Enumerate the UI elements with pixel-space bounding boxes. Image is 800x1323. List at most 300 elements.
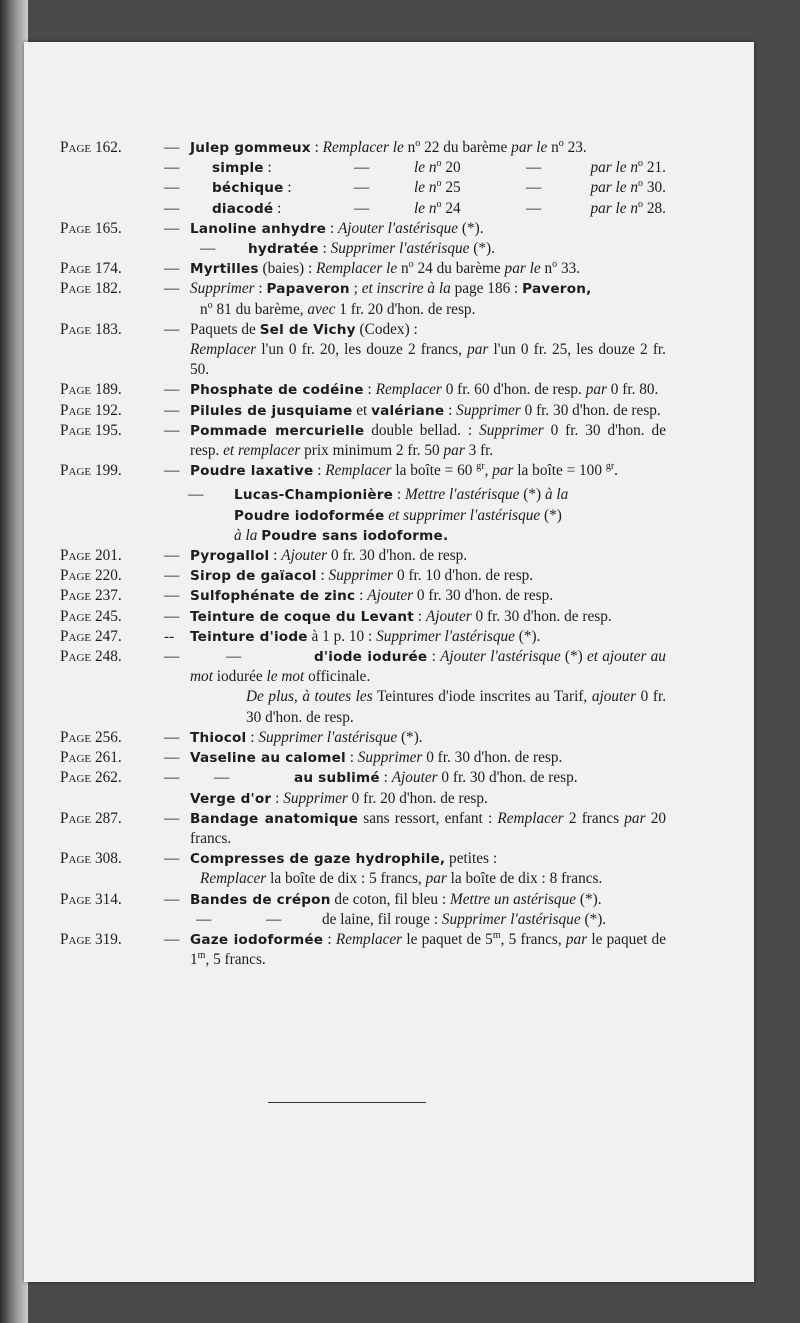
text: 0 fr. 30 d'hon. de resp. — [437, 769, 578, 787]
text: n — [403, 139, 416, 156]
separator: : — [271, 789, 284, 807]
text: 0 fr. 10 d'hon. de resp. — [393, 567, 534, 585]
superscript: o — [207, 299, 213, 311]
entry-body — [190, 627, 666, 647]
entry-body — [190, 748, 666, 768]
product-name: Paveron, — [522, 281, 592, 298]
text: 0 fr. 30 d'hon. de resp. — [520, 401, 661, 419]
old-value — [414, 158, 526, 178]
text: . — [614, 462, 618, 480]
text: la boîte = 100 — [513, 462, 606, 480]
dash: — — [164, 320, 180, 338]
product-name: Compresses de gaze hydrophile, — [190, 851, 446, 868]
separator: : — [269, 547, 282, 565]
text: prix minimum 2 fr. 50 — [300, 442, 444, 460]
separator: : — [355, 587, 368, 605]
product-name: Myrtilles — [190, 261, 259, 278]
text: et — [352, 401, 372, 419]
dash: — — [164, 607, 180, 625]
entry-page-287 — [60, 809, 666, 849]
text: l'un 0 fr. 25, les douze 2 fr. 50. — [190, 341, 666, 379]
instruction: le n — [414, 199, 437, 217]
instruction: et remplacer — [223, 442, 301, 460]
entry-body — [190, 259, 666, 279]
text: sans ressort, enfant : — [358, 809, 498, 827]
separator: : — [263, 159, 272, 177]
instruction: Supprimer l'astérisque — [376, 627, 515, 645]
page-ref: Page 189. — [60, 381, 122, 399]
new-value — [578, 178, 666, 198]
text: (*). — [469, 240, 495, 258]
separator: : — [318, 240, 331, 258]
text: , 5 francs. — [205, 951, 266, 969]
instruction: Remplacer le — [322, 139, 404, 156]
entry-body — [164, 687, 666, 727]
entry-body — [190, 768, 666, 788]
page-ref: Page 195. — [60, 421, 122, 439]
product-name: valériane — [371, 402, 445, 419]
entry-page-183 — [60, 320, 666, 381]
page-ref: Page 247. — [60, 627, 122, 645]
dash: — — [164, 769, 180, 787]
instruction: Remplacer — [375, 381, 442, 399]
entry-page-174 — [60, 259, 666, 279]
instruction: par — [565, 930, 588, 948]
text: page 186 : — [450, 280, 523, 298]
text: 20 — [441, 159, 461, 177]
dash: — — [164, 567, 180, 585]
page-ref-blank — [60, 178, 164, 198]
dash: — — [196, 910, 212, 928]
separator: : — [363, 381, 376, 399]
dash: — — [164, 547, 180, 565]
page-ref-blank — [60, 239, 164, 259]
separator: : — [413, 607, 426, 625]
text: iodurée — [212, 668, 267, 686]
instruction: par — [425, 870, 447, 888]
instruction: par le — [511, 139, 548, 156]
instruction: Ajouter l'astérisque — [337, 219, 459, 237]
text: Paquets de — [190, 320, 260, 338]
entry-page-319 — [60, 930, 666, 970]
text: 25 — [441, 179, 461, 197]
text: 0 fr. 60 d'hon. de resp. — [441, 381, 586, 399]
text: , 5 francs, — [500, 930, 566, 948]
instruction: par — [585, 381, 607, 399]
instruction: Ajouter — [391, 769, 438, 787]
entry-page-262 — [60, 768, 666, 788]
entry-page-201 — [60, 546, 666, 566]
separator: : — [310, 139, 323, 156]
product-name: Sirop de gaïacol — [190, 568, 317, 585]
text: , — [484, 462, 493, 480]
superscript: o — [436, 158, 442, 170]
entry-page-192 — [60, 401, 666, 421]
dash: — — [164, 159, 180, 177]
text: 0 fr. 30 d'hon. de resp. — [190, 421, 666, 460]
instruction: Mettre l'astérisque — [405, 486, 520, 504]
instruction: Remplacer — [335, 930, 403, 948]
text: (*). — [397, 728, 423, 746]
product-name: Sel de Vichy — [259, 321, 356, 338]
entry-body — [190, 647, 666, 687]
text: le paquet de 5 — [402, 930, 493, 948]
instruction: Ajouter — [281, 547, 328, 565]
dash: — — [188, 486, 204, 504]
entry-body — [190, 546, 666, 566]
product-cell — [212, 178, 354, 198]
text: (baies) : — [258, 260, 317, 278]
superscript: o — [638, 158, 644, 170]
product-name: Lucas-Championière — [234, 487, 394, 504]
instruction: avec — [307, 300, 336, 318]
dash: — — [164, 648, 180, 666]
text: 0 fr. 30 d'hon. de resp. — [327, 547, 468, 565]
entry-body — [190, 728, 666, 748]
page-ref-blank — [60, 485, 164, 546]
entry-body — [190, 421, 666, 461]
entry-body — [190, 461, 666, 481]
superscript: gr — [605, 461, 615, 473]
product-name: Teinture de coque du Levant — [190, 608, 414, 625]
instruction: par le — [504, 260, 541, 278]
entry-page-256 — [60, 728, 666, 748]
product-name: Poudre laxative — [190, 463, 314, 480]
page-ref-blank — [60, 687, 164, 727]
text: (*) — [519, 486, 545, 504]
product-name: Bandes de crépon — [190, 891, 331, 908]
dash: — — [354, 199, 370, 217]
page-ref: Page 256. — [60, 728, 122, 746]
entry-body — [164, 239, 666, 259]
text: 21. — [643, 159, 666, 177]
superscript: m — [492, 929, 501, 941]
instruction: Remplacer — [497, 809, 564, 827]
instruction: Supprimer — [283, 789, 348, 807]
entry-page-314 — [60, 890, 666, 910]
entry-162-simple — [60, 158, 666, 178]
text: 0 fr. 30 d'hon. de resp. — [422, 749, 563, 767]
text: (*). — [576, 890, 602, 908]
instruction: et ajouter au mot — [190, 648, 666, 686]
product-name: Pommade mercurielle — [190, 422, 365, 439]
separator: : — [273, 199, 282, 217]
text: (Codex) : — [355, 320, 418, 338]
product-name: Poudre sans iodoforme. — [261, 527, 449, 544]
page-ref: Page 220. — [60, 567, 122, 585]
entry-body — [164, 485, 666, 546]
dash: — — [164, 260, 180, 278]
dash: — — [164, 809, 180, 827]
text: 20 francs. — [190, 809, 666, 847]
dash: — — [214, 769, 230, 787]
text: 0 fr. 30 d'hon. de resp. — [413, 587, 554, 605]
product-name: Thiocol — [190, 729, 247, 746]
product-name: Sulfophénate de zinc — [190, 588, 356, 605]
superscript: m — [197, 950, 206, 962]
instruction: par le n — [590, 199, 639, 217]
text: 24 — [441, 199, 461, 217]
product-name: Vaseline au calomel — [190, 750, 346, 767]
dash: — — [526, 159, 542, 177]
product-name: Julep gommeux — [190, 140, 311, 156]
entry-page-237 — [60, 586, 666, 606]
superscript: gr — [476, 461, 485, 473]
text: 2 francs — [563, 809, 625, 827]
entry-page-182 — [60, 279, 666, 319]
superscript: o — [436, 198, 442, 210]
entry-page-308 — [60, 849, 666, 889]
text: la boîte de dix : 5 francs, — [266, 870, 426, 888]
product-cell — [212, 199, 354, 219]
instruction: Remplacer — [200, 870, 267, 888]
dash: — — [164, 199, 180, 217]
dash: — — [164, 179, 180, 197]
page-ref: Page 182. — [60, 280, 122, 298]
entry-page-199 — [60, 461, 666, 481]
entry-body — [164, 178, 666, 198]
text: n — [397, 260, 409, 278]
product-name: diacodé — [212, 200, 274, 217]
text: 33. — [557, 260, 581, 278]
entry-162-bechique — [60, 178, 666, 198]
entry-body — [190, 279, 666, 319]
tariff-corrections — [60, 138, 666, 970]
text: 30. — [643, 179, 666, 197]
instruction: Supprimer — [456, 401, 521, 419]
entry-body — [190, 380, 666, 400]
dash: — — [526, 179, 542, 197]
text: (*). — [514, 627, 541, 645]
instruction: par le n — [590, 179, 639, 197]
page-ref: Page 262. — [60, 769, 122, 787]
text: n — [547, 139, 559, 156]
instruction: Mettre un astérisque — [449, 890, 577, 908]
text: ; — [349, 280, 362, 298]
separator: : — [379, 769, 392, 787]
instruction: De plus, à toutes les — [246, 688, 373, 706]
dash: — — [164, 401, 180, 419]
text: 81 du barème, — [212, 300, 308, 318]
instruction: Ajouter — [367, 587, 414, 605]
entry-body — [164, 199, 666, 219]
entry-body — [190, 566, 666, 586]
text: (*) — [560, 648, 587, 666]
text: double bellad. : — [364, 421, 480, 439]
separator: : — [316, 567, 329, 585]
new-value — [578, 158, 666, 178]
superscript: o — [436, 178, 442, 190]
dash: — — [164, 728, 180, 746]
text: petites : — [445, 850, 498, 868]
product-name: simple — [212, 160, 264, 177]
page-ref: Page 162. — [60, 139, 122, 156]
product-cell — [212, 158, 354, 178]
entry-body — [190, 849, 666, 889]
text: (*). — [580, 910, 607, 928]
page-ref-blank — [60, 158, 164, 178]
entry-body — [190, 401, 666, 421]
instruction: par — [467, 341, 489, 359]
product-name: Pyrogallol — [190, 548, 270, 565]
text: l'un 0 fr. 20, les douze 2 francs, — [256, 341, 468, 359]
entry-165-hydratee — [60, 239, 666, 259]
entry-199-lucas — [60, 485, 666, 546]
product-name: Pilules de jusquiame — [190, 402, 353, 419]
text: (*). — [458, 219, 484, 237]
page-ref: Page 261. — [60, 749, 122, 767]
instruction: Supprimer l'astérisque — [258, 728, 398, 746]
instruction: Remplacer le — [316, 260, 398, 278]
page-ref: Page 201. — [60, 547, 122, 565]
page-ref: Page 174. — [60, 260, 122, 278]
entry-body — [190, 138, 666, 158]
page-ref: Page 314. — [60, 890, 122, 908]
entry-body — [190, 607, 666, 627]
text: le paquet de 1 — [190, 930, 666, 969]
separator: : — [393, 486, 406, 504]
entry-page-165 — [60, 219, 666, 239]
separator: : — [246, 728, 259, 746]
dash: — — [164, 890, 180, 908]
page-ref-blank — [60, 199, 164, 219]
old-value — [414, 178, 526, 198]
text: 0 fr. 30 d'hon. de resp. — [246, 688, 667, 726]
dash: — — [164, 139, 180, 156]
page-ref: Page 308. — [60, 850, 122, 868]
instruction: à la — [234, 526, 258, 544]
product-name: d'iode iodurée — [314, 649, 428, 666]
instruction: par — [492, 462, 514, 480]
entry-314-laine — [60, 910, 666, 930]
instruction: Remplacer — [325, 462, 392, 480]
instruction: le mot — [266, 668, 305, 686]
entry-body — [190, 930, 666, 970]
page-ref: Page 183. — [60, 320, 122, 338]
dash: — — [200, 240, 216, 258]
dash: -- — [164, 627, 175, 645]
closing-rule — [268, 1102, 426, 1103]
entry-page-247 — [60, 627, 666, 647]
entry-body — [190, 809, 666, 849]
page-ref: Page 319. — [60, 930, 122, 948]
dash: — — [526, 199, 542, 217]
page-ref: Page 245. — [60, 607, 122, 625]
text: Teintures d'iode inscrites au Tarif, — [372, 688, 592, 706]
separator: : — [427, 648, 441, 666]
dash: — — [164, 219, 180, 237]
text: officinale. — [304, 668, 371, 686]
product-name: hydratée — [248, 241, 319, 258]
product-name: Lanoline anhydre — [190, 220, 327, 237]
old-value — [414, 199, 526, 219]
instruction: par — [443, 442, 465, 460]
text: n — [540, 260, 553, 278]
page-ref-blank — [60, 910, 164, 930]
text: la boîte = 60 — [391, 462, 477, 480]
superscript: o — [408, 259, 414, 271]
product-name: Poudre iodoformée — [234, 507, 385, 524]
separator: : — [444, 401, 457, 419]
instruction: Supprimer — [328, 567, 394, 585]
separator: : — [345, 749, 358, 767]
instruction: Ajouter l'astérisque — [440, 648, 561, 666]
product-name: Gaze iodoformée — [190, 931, 324, 948]
page-ref: Page 165. — [60, 219, 122, 237]
book-page — [24, 42, 754, 1282]
instruction: Supprimer l'astérisque — [441, 910, 581, 928]
text: 0 fr. 30 d'hon. de resp. — [471, 607, 612, 625]
product-name: Phosphate de codéine — [190, 382, 364, 399]
entry-262-verge-dor — [60, 789, 666, 809]
separator: : — [323, 930, 336, 948]
instruction: le n — [414, 179, 437, 197]
entry-body — [190, 586, 666, 606]
entry-body — [190, 890, 666, 910]
text: à 1 p. 10 : — [307, 627, 377, 645]
text: la boîte de dix : 8 francs. — [446, 870, 603, 888]
entry-page-189 — [60, 380, 666, 400]
separator: : — [326, 219, 338, 237]
text: 28. — [643, 199, 666, 217]
dash: — — [164, 381, 180, 399]
instruction: et inscrire à la — [361, 280, 451, 298]
instruction: Remplacer — [190, 341, 257, 359]
dash-blank — [164, 789, 190, 809]
dash: — — [164, 587, 180, 605]
superscript: o — [638, 198, 644, 210]
dash: — — [164, 850, 180, 868]
text: n — [200, 300, 208, 318]
entry-page-261 — [60, 748, 666, 768]
entry-body — [190, 320, 666, 381]
page-ref: Page 192. — [60, 401, 122, 419]
text: 3 fr. — [464, 442, 494, 460]
instruction: et supprimer l'astérisque — [384, 506, 541, 524]
product-name: béchique — [212, 180, 284, 197]
text: (*) — [540, 506, 562, 524]
dash: — — [164, 930, 180, 948]
dash: — — [164, 462, 180, 480]
text: 22 du barème — [420, 139, 512, 156]
entry-page-245 — [60, 607, 666, 627]
separator: : — [283, 179, 292, 197]
text: de laine, fil rouge : — [322, 910, 442, 928]
dash: — — [226, 648, 242, 666]
entry-body — [190, 789, 666, 809]
product-name: Verge d'or — [190, 790, 272, 807]
text: 24 du barème — [413, 260, 505, 278]
superscript: o — [558, 137, 564, 149]
text: 1 fr. 20 d'hon. de resp. — [335, 300, 476, 318]
page-ref: Page 199. — [60, 462, 122, 480]
instruction: à la — [544, 486, 569, 504]
page-ref: Page 287. — [60, 809, 122, 827]
page-ref: Page 237. — [60, 587, 122, 605]
superscript: o — [552, 259, 558, 271]
text: 23. — [563, 139, 587, 156]
entry-page-162 — [60, 138, 666, 158]
product-name: Bandage anatomique — [190, 810, 359, 827]
superscript: o — [415, 137, 421, 149]
entry-page-195 — [60, 421, 666, 461]
page-ref-blank — [60, 789, 164, 809]
dash: — — [354, 179, 370, 197]
entry-248-de-plus — [60, 687, 666, 727]
separator: : — [313, 462, 326, 480]
text: : — [254, 280, 267, 298]
dash: — — [164, 749, 180, 767]
